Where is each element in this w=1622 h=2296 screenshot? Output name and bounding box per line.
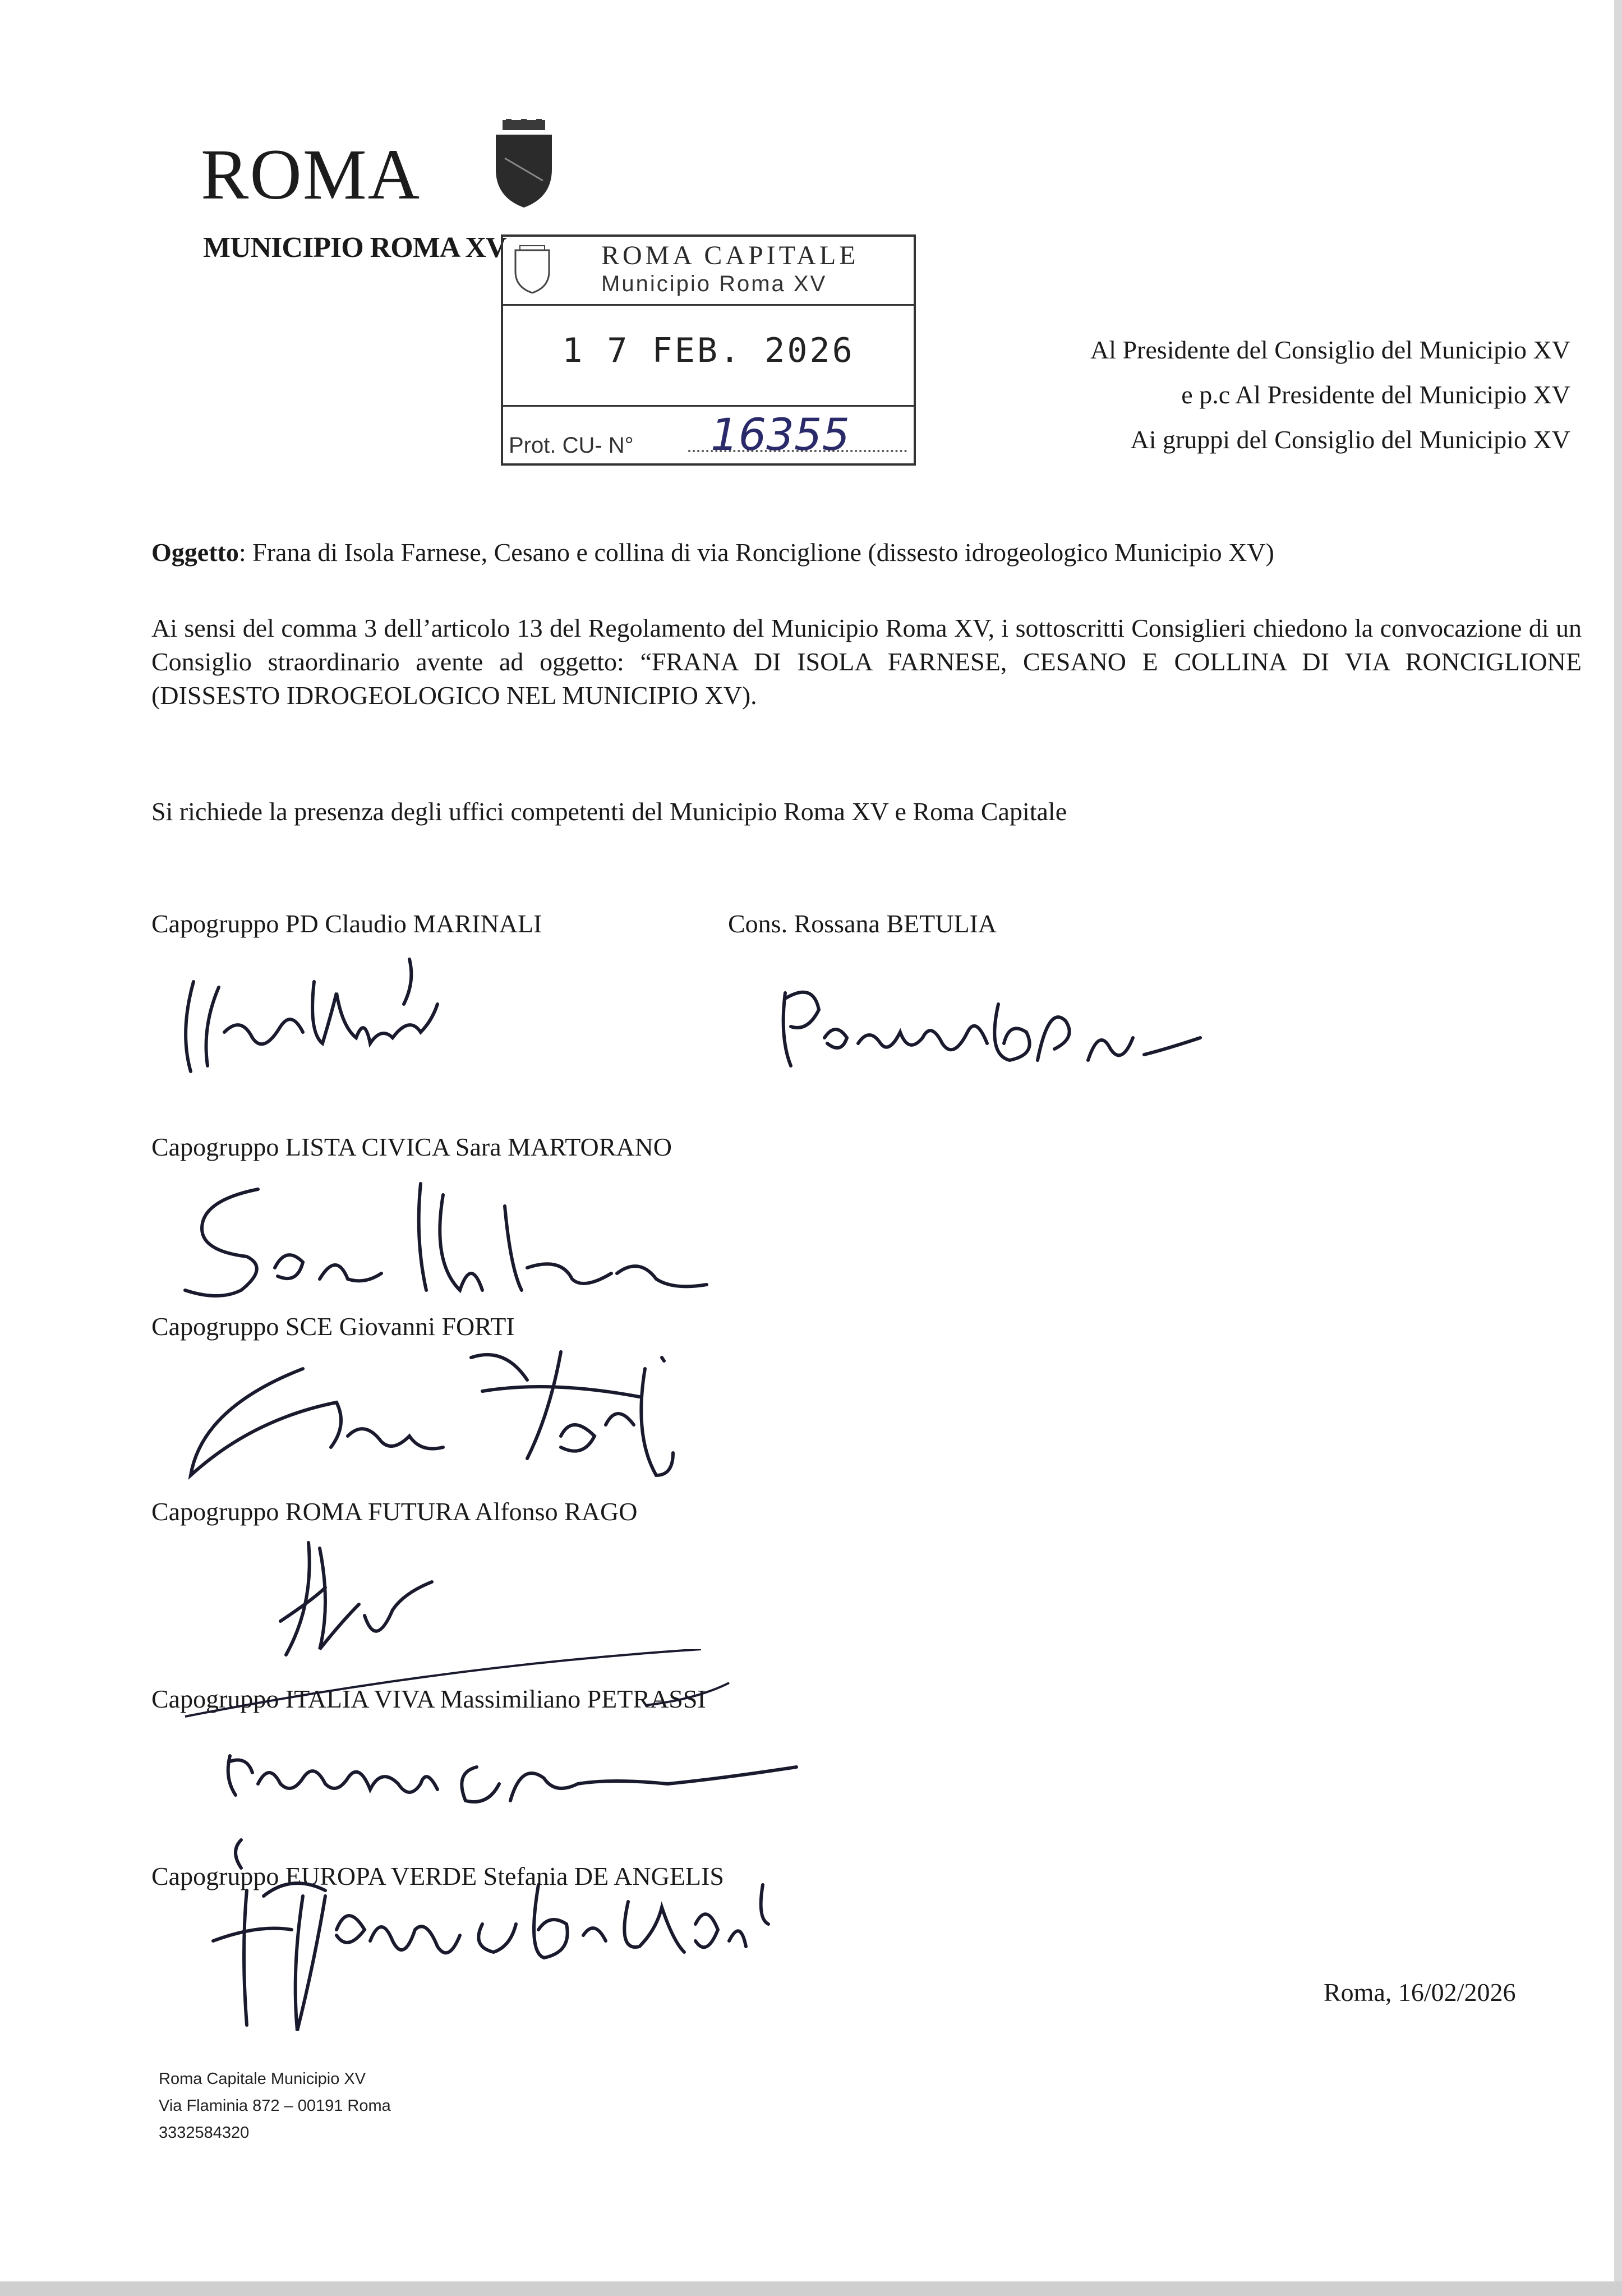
- body-paragraph: Ai sensi del comma 3 dell’articolo 13 del Regolamento del Municipio Roma XV, i sottoscritti Consiglieri chiedono la convocazione di un Consiglio straordinario avente ad oggetto: “FRANA DI ISOLA FARNESE, CESANO E COLLINA DI VIA RONCIGLIONE (DISSESTO IDROGEOLOGICO NEL MUNICIPIO XV).: [151, 614, 1582, 710]
- municipio-heading: MUNICIPIO ROMA XV: [203, 232, 506, 264]
- header-city: ROMA: [201, 135, 421, 214]
- protocol-stamp: [501, 234, 916, 466]
- footer-line: Roma Capitale Municipio XV: [159, 2070, 366, 2088]
- signer-label: Cons. Rossana BETULIA: [728, 909, 997, 938]
- stamp-protocol-row: [503, 405, 914, 466]
- roma-spqr-shield-icon: [492, 119, 555, 209]
- subject-line: [151, 537, 1274, 567]
- request-line: Si richiede la presenza degli uffici competenti del Municipio Roma XV e Roma Capitale: [151, 797, 1067, 826]
- scan-edge: [1614, 0, 1622, 2296]
- recipient-line: e p.c Al Presidente del Municipio XV: [1181, 380, 1570, 409]
- signature-betulia: [774, 970, 1211, 1083]
- scan-bottom-edge: [0, 2281, 1622, 2296]
- subject-text: : Frana di Isola Farnese, Cesano e collina di via Ronciglione (dissesto idrogeologico Municipio XV): [238, 538, 1274, 567]
- protocol-number: 16355: [711, 410, 850, 461]
- signer-label: Capogruppo EUROPA VERDE Stefania DE ANGELIS: [151, 1862, 724, 1890]
- stamp-title: ROMA CAPITALE: [601, 241, 859, 270]
- signer-label: Capogruppo ROMA FUTURA Alfonso RAGO: [151, 1497, 638, 1526]
- signature-marinali: [168, 948, 482, 1083]
- recipient-line: Al Presidente del Consiglio del Municipio XV: [1090, 335, 1570, 364]
- stamp-subtitle: Municipio Roma XV: [601, 272, 827, 296]
- recipient-line: Ai gruppi del Consiglio del Municipio XV: [1130, 425, 1570, 454]
- protocol-number-handwritten: [699, 401, 879, 462]
- stamp-header: [503, 237, 914, 306]
- place-and-date: Roma, 16/02/2026: [1324, 1978, 1516, 2007]
- footer-line: Via Flaminia 872 – 00191 Roma: [159, 2097, 391, 2115]
- signature-de-angelis: [179, 1829, 796, 2042]
- stamp-date-row: [503, 304, 914, 407]
- signature-orfei-and-strikethrough: [163, 1649, 881, 1818]
- signer-label: Capogruppo SCE Giovanni FORTI: [151, 1312, 515, 1341]
- subject-label: Oggetto: [151, 538, 239, 567]
- signer-label: Capogruppo ITALIA VIVA Massimiliano PETRASSI: [151, 1685, 706, 1713]
- signature-martorano: [168, 1172, 752, 1318]
- signer-label: Capogruppo PD Claudio MARINALI: [151, 909, 542, 938]
- footer-line: 3332584320: [159, 2124, 250, 2142]
- recipients-block: [953, 328, 1570, 462]
- stamp-date: 1 7 FEB. 2026: [562, 331, 855, 370]
- signature-forti: [168, 1341, 718, 1487]
- stamp-crest-icon: [512, 245, 552, 295]
- protocol-label: Prot. CU- N°: [509, 433, 634, 458]
- signer-label: Capogruppo LISTA CIVICA Sara MARTORANO: [151, 1133, 672, 1161]
